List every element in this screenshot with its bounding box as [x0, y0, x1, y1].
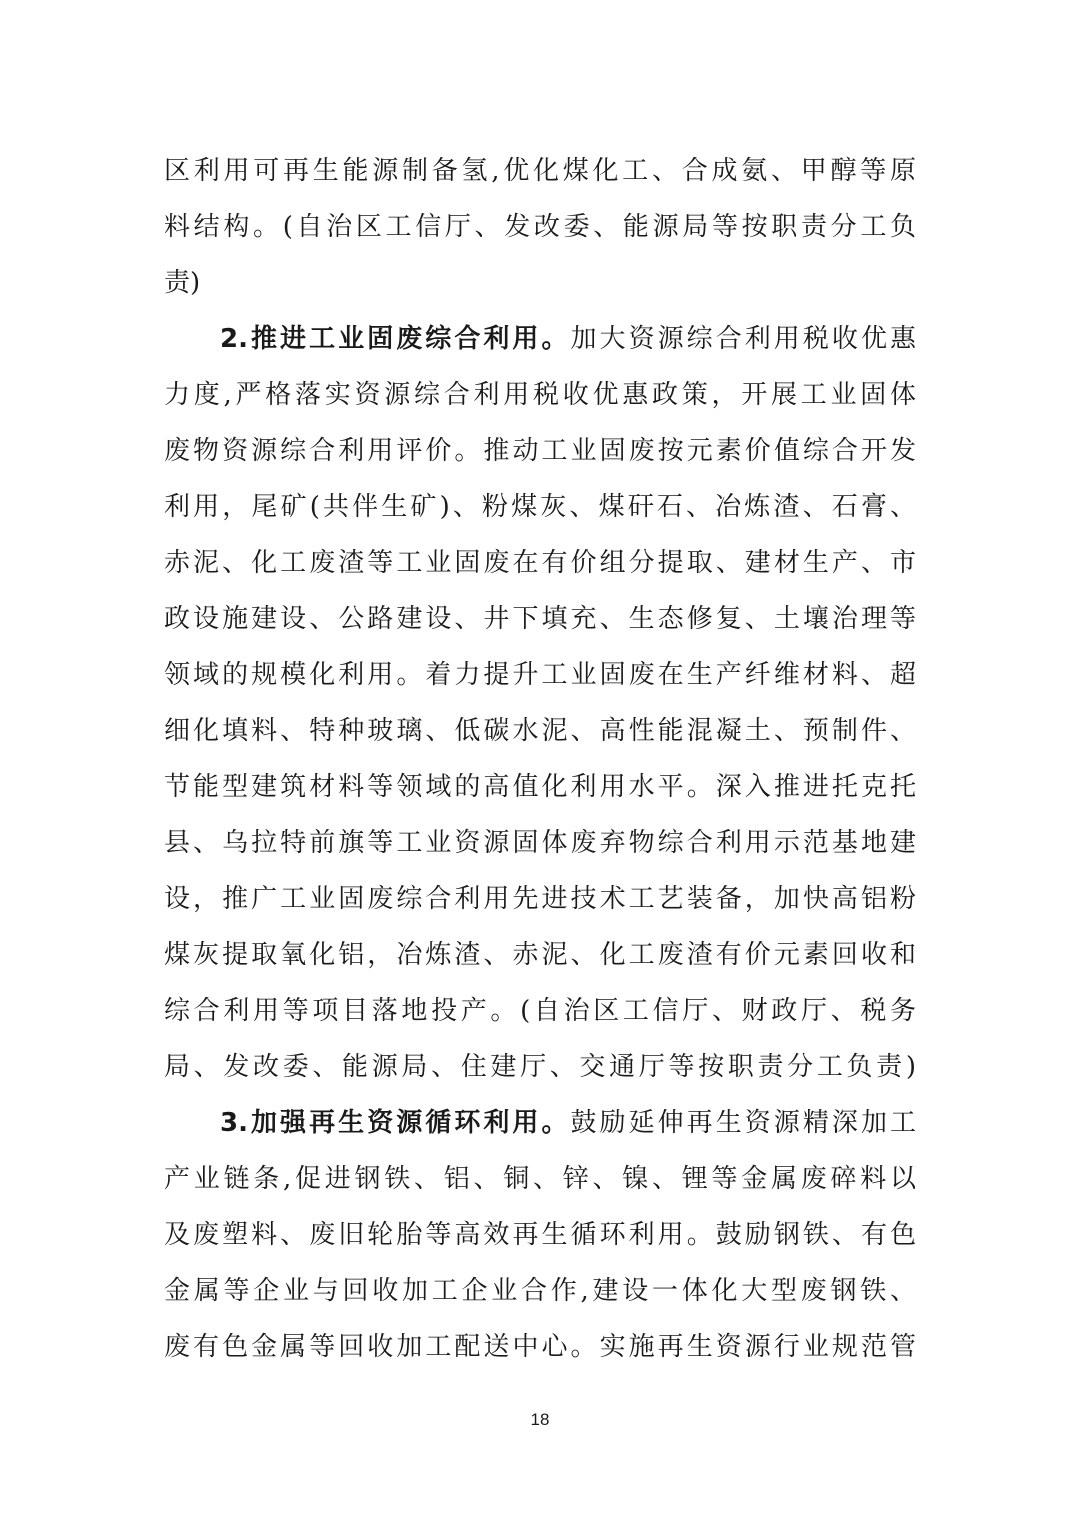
- text-line: 赤泥、化工废渣等工业固废在有价组分提取、建材生产、市: [164, 548, 916, 578]
- text-line: 利用，尾矿(共伴生矿)、粉煤灰、煤矸石、冶炼渣、石膏、: [164, 492, 916, 522]
- text-line: 责): [164, 268, 201, 298]
- section-heading: 3.加强再生资源循环利用。: [220, 1108, 571, 1138]
- text-line: 废有色金属等回收加工配送中心。实施再生资源行业规范管: [164, 1332, 916, 1362]
- text-line: 金属等企业与回收加工企业合作,建设一体化大型废钢铁、: [164, 1276, 916, 1306]
- text-line: 领域的规模化利用。着力提升工业固废在生产纤维材料、超: [164, 660, 916, 690]
- text-line: 区利用可再生能源制备氢,优化煤化工、合成氨、甲醇等原: [164, 156, 916, 186]
- body-text: [164, 143, 916, 1375]
- text-line: 局、发改委、能源局、住建厅、交通厅等按职责分工负责): [164, 1052, 916, 1082]
- text-run: 鼓励延伸再生资源精深加工: [570, 1108, 916, 1138]
- text-line: 产业链条,促进钢铁、铝、铜、锌、镍、锂等金属废碎料以: [164, 1164, 916, 1194]
- text-line: 煤灰提取氧化铝，冶炼渣、赤泥、化工废渣有价元素回收和: [164, 940, 916, 970]
- text-line: 料结构。(自治区工信厅、发改委、能源局等按职责分工负: [164, 212, 916, 242]
- page-number: 18: [530, 1410, 550, 1429]
- text-line: 设，推广工业固废综合利用先进技术工艺装备，加快高铝粉: [164, 884, 916, 914]
- text-run: 加大资源综合利用税收优惠: [570, 324, 916, 354]
- text-line: 及废塑料、废旧轮胎等高效再生循环利用。鼓励钢铁、有色: [164, 1220, 916, 1250]
- text-line: 力度,严格落实资源综合利用税收优惠政策，开展工业固体: [164, 380, 916, 410]
- text-line: 综合利用等项目落地投产。(自治区工信厅、财政厅、税务: [164, 996, 916, 1026]
- paragraph-first-line: [164, 1095, 916, 1151]
- text-line: 政设施建设、公路建设、井下填充、生态修复、土壤治理等: [164, 604, 916, 634]
- text-line: 县、乌拉特前旗等工业资源固体废弃物综合利用示范基地建: [164, 828, 916, 858]
- text-line: 细化填料、特种玻璃、低碳水泥、高性能混凝土、预制件、: [164, 716, 916, 746]
- text-line: 废物资源综合利用评价。推动工业固废按元素价值综合开发: [164, 436, 916, 466]
- paragraph-first-line: [164, 311, 916, 367]
- section-heading: 2.推进工业固废综合利用。: [220, 324, 571, 354]
- text-line: 节能型建筑材料等领域的高值化利用水平。深入推进托克托: [164, 772, 916, 802]
